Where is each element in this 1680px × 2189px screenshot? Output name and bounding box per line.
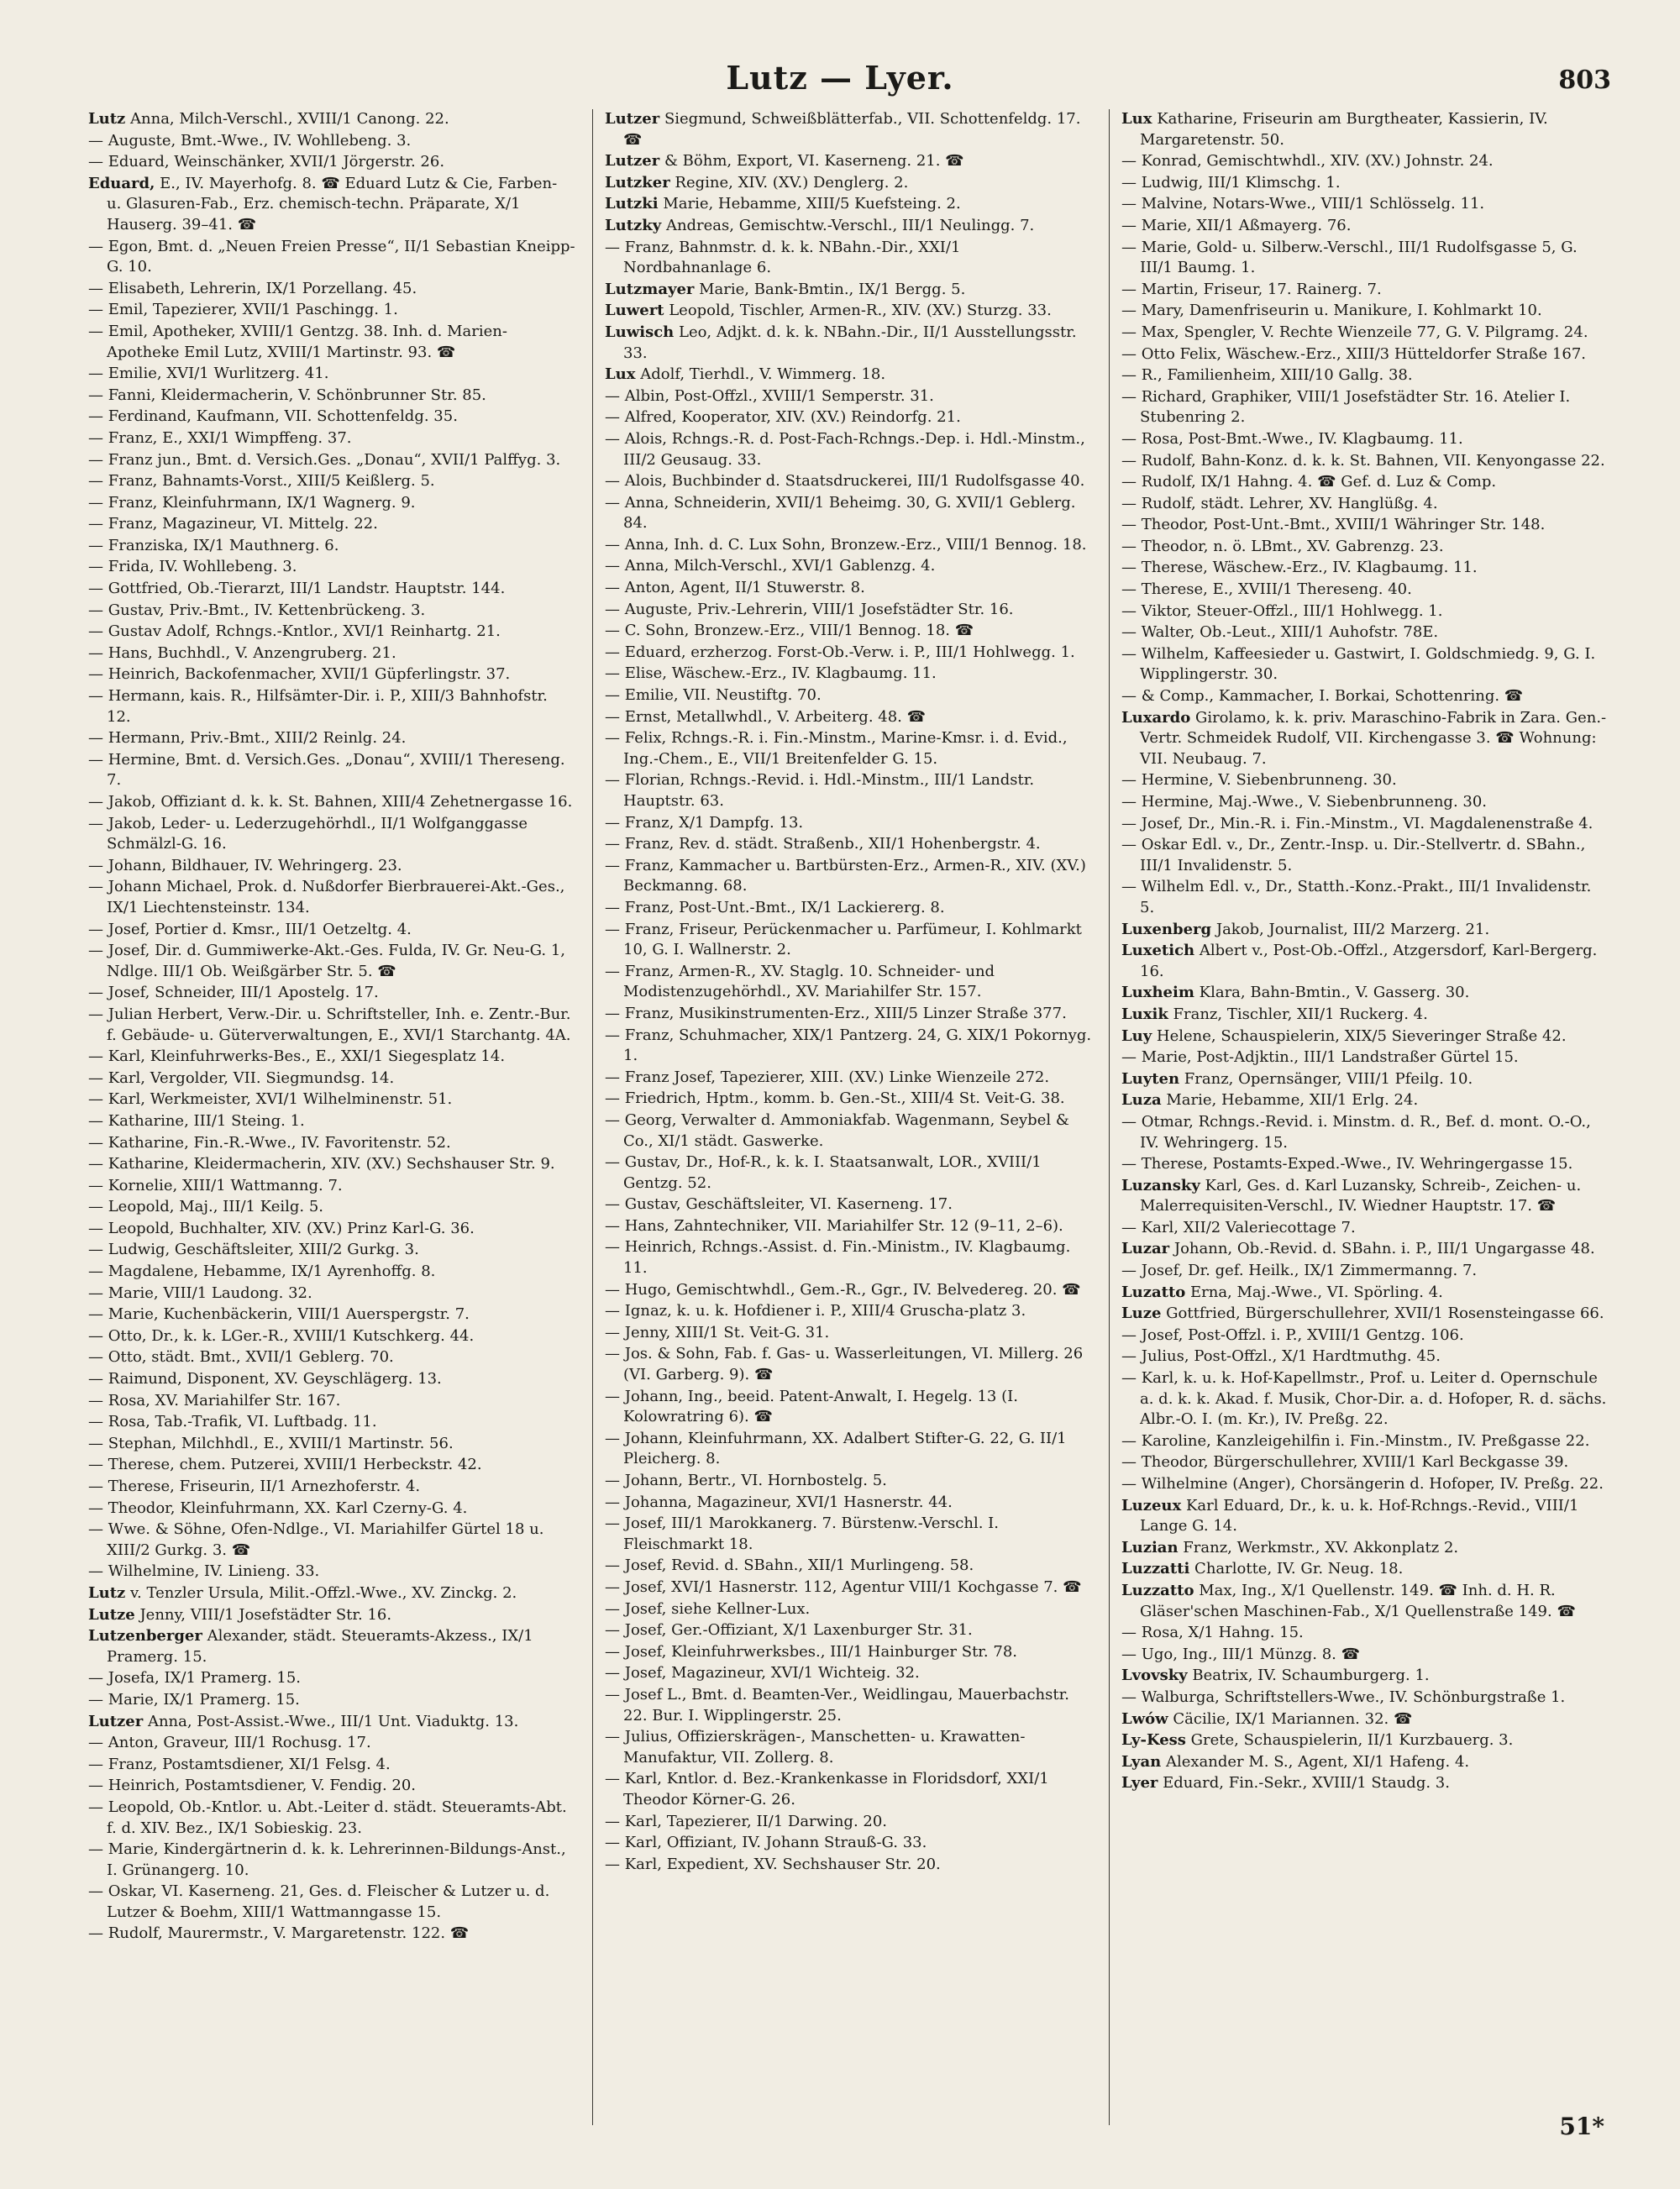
directory-entry: — Rudolf, städt. Lehrer, XV. Hanglüßg. 4.: [1121, 494, 1438, 512]
entry-surname: Luzatto: [1121, 1283, 1186, 1301]
directory-entry: — Therese, Friseurin, II/1 Arnezhoferstr. 4.: [88, 1478, 421, 1495]
directory-entry: Luwert Leopold, Tischler, Armen-R., XIV. (XV.) Sturzg. 33.: [605, 302, 1052, 320]
directory-entry: — Ludwig, Geschäftsleiter, XIII/2 Gurkg. 3.: [88, 1241, 419, 1259]
directory-entry: — Marie, Gold- u. Silberw.-Verschl., III/1 Rudolfsgasse 5, G. III/1 Baumg. 1.: [1121, 238, 1578, 277]
directory-entry: Lutz Anna, Milch-Verschl., XVIII/1 Canong. 22.: [88, 110, 449, 128]
entry-surname: Lux: [1121, 110, 1152, 128]
directory-entry: — Franz, Postamtsdiener, XI/1 Felsg. 4.: [88, 1755, 391, 1773]
directory-entry: Lyer Eduard, Fin.-Sekr., XVIII/1 Staudg. 3.: [1121, 1774, 1450, 1793]
entry-surname: Luzzatto: [1121, 1581, 1194, 1599]
directory-entry: Luwisch Leo, Adjkt. d. k. k. NBahn.-Dir., II/1 Ausstellungsstr. 33.: [605, 323, 1077, 362]
directory-entry: Luzzatto Max, Ing., X/1 Quellenstr. 149. ☎ Inh. d. H. R. Gläser'schen Maschinen-Fab., X/1 Quellenstraße 149. ☎: [1121, 1581, 1576, 1620]
directory-entry: Luy Helene, Schauspielerin, XIX/5 Sieveringer Straße 42.: [1121, 1026, 1567, 1045]
directory-entry: — Heinrich, Rchngs.-Assist. d. Fin.-Ministm., IV. Klagbaumg. 11.: [605, 1238, 1071, 1278]
directory-entry: — Kornelie, XIII/1 Wattmanng. 7.: [88, 1176, 343, 1194]
directory-entry: — Fanni, Kleidermacherin, V. Schönbrunner Str. 85.: [88, 386, 486, 404]
entry-surname: Luxetich: [1121, 942, 1195, 960]
directory-entry: — Johanna, Magazineur, XVI/1 Hasnerstr. 44.: [605, 1493, 953, 1511]
directory-entry: — Johann, Ing., beeid. Patent-Anwalt, I. Hegelg. 13 (I. Kolowratring 6). ☎: [605, 1387, 1018, 1426]
directory-entry: — Karl, Kleinfuhrwerks-Bes., E., XXI/1 Siegesplatz 14.: [88, 1047, 506, 1066]
entry-surname: Luzeux: [1121, 1496, 1182, 1514]
directory-entry: — Rudolf, Bahn-Konz. d. k. k. St. Bahnen, VII. Kenyongasse 22.: [1121, 451, 1605, 470]
directory-entry: — Emilie, VII. Neustiftg. 70.: [605, 686, 822, 705]
directory-column-1: [88, 109, 575, 2125]
column-divider: [592, 109, 593, 2125]
directory-entry: — Elisabeth, Lehrerin, IX/1 Porzellang. 45.: [88, 279, 417, 297]
directory-entry: — Gustav Adolf, Rchngs.-Kntlor., XVI/1 Reinhartg. 21.: [88, 622, 501, 641]
directory-entry: — Franz, X/1 Dampfg. 13.: [605, 813, 804, 832]
directory-entry: Luzeux Karl Eduard, Dr., k. u. k. Hof-Rchngs.-Revid., VIII/1 Lange G. 14.: [1121, 1496, 1579, 1535]
directory-entry: — Josef, Portier d. Kmsr., III/1 Oetzeltg. 4.: [88, 920, 412, 938]
directory-entry: — Alois, Buchbinder d. Staatsdruckerei, III/1 Rudolfsgasse 40.: [605, 472, 1085, 491]
directory-entry: Ly-Kess Grete, Schauspielerin, II/1 Kurzbauerg. 3.: [1121, 1731, 1514, 1750]
directory-entry: — Egon, Bmt. d. „Neuen Freien Presse“, II/1 Sebastian Kneipp-G. 10.: [88, 237, 575, 276]
directory-entry: — Auguste, Bmt.-Wwe., IV. Wohllebeng. 3.: [88, 131, 412, 150]
directory-entry: — Therese, E., XVIII/1 Thereseng. 40.: [1121, 580, 1412, 599]
entry-surname: Luzansky: [1121, 1176, 1200, 1194]
directory-entry: — Heinrich, Backofenmacher, XVII/1 Güpferlingstr. 37.: [88, 665, 511, 684]
directory-entry: — Karl, XII/2 Valeriecottage 7.: [1121, 1218, 1356, 1236]
directory-entry: — Karl, Vergolder, VII. Siegmundsg. 14.: [88, 1068, 395, 1087]
directory-entry: — Konrad, Gemischtwhdl., XIV. (XV.) Johnstr. 24.: [1121, 152, 1494, 171]
directory-entry: — Josef, Revid. d. SBahn., XII/1 Murlingeng. 58.: [605, 1556, 974, 1575]
directory-entry: — Gustav, Geschäftsleiter, VI. Kaserneng. 17.: [605, 1195, 953, 1214]
directory-entry: — Therese, Wäschew.-Erz., IV. Klagbaumg. 11.: [1121, 559, 1478, 577]
entry-surname: Luzian: [1121, 1538, 1179, 1556]
directory-entry: — Rudolf, IX/1 Hahng. 4. ☎ Gef. d. Luz & Comp.: [1121, 473, 1497, 491]
directory-entry: — Josef, Post-Offzl. i. P., XVIII/1 Gentzg. 106.: [1121, 1325, 1464, 1344]
directory-entry: — Franz, Kleinfuhrmann, IX/1 Wagnerg. 9.: [88, 493, 416, 512]
directory-entry: — Marie, IX/1 Pramerg. 15.: [88, 1690, 300, 1709]
entry-surname: Lvovsky: [1121, 1667, 1188, 1685]
directory-entry: Lutzmayer Marie, Bank-Bmtin., IX/1 Bergg. 5.: [605, 280, 966, 298]
directory-entry: — Anton, Graveur, III/1 Rochusg. 17.: [88, 1734, 371, 1752]
directory-entry: — Wilhelmine, IV. Linieng. 33.: [88, 1562, 320, 1581]
directory-entry: — Marie, Kuchenbäckerin, VIII/1 Auerspergstr. 7.: [88, 1305, 470, 1324]
directory-entry: — Karl, k. u. k. Hof-Kapellmstr., Prof. u. Leiter d. Opernschule a. d. k. k. Akad. f. Musik, Chor-Dir. a. d. Hofoper, R. d. sächs. Albr.-O. I. (m. Kr.), IV. Preßg. 22.: [1121, 1369, 1607, 1429]
directory-entry: Lutz v. Tenzler Ursula, Milit.-Offzl.-Wwe., XV. Zinckg. 2.: [88, 1583, 517, 1602]
directory-entry: — Franz, Bahnmstr. d. k. k. NBahn.-Dir., XXI/1 Nordbahnanlage 6.: [605, 238, 961, 277]
directory-entry: Luxetich Albert v., Post-Ob.-Offzl., Atzgersdorf, Karl-Bergerg. 16.: [1121, 942, 1598, 980]
directory-entry: Eduard, E., IV. Mayerhofg. 8. ☎ Eduard Lutz & Cie, Farben- u. Glasuren-Fab., Erz. chemisch-techn. Präparate, X/1 Hauserg. 39–41. ☎: [88, 174, 558, 234]
directory-entry: — Franz, Bahnamts-Vorst., XIII/5 Keißlerg. 5.: [88, 472, 435, 491]
directory-entry: — Elise, Wäschew.-Erz., IV. Klagbaumg. 11.: [605, 664, 937, 683]
directory-entry: — Martin, Friseur, 17. Rainerg. 7.: [1121, 280, 1382, 298]
directory-entry: — Stephan, Milchhdl., E., XVIII/1 Martinstr. 56.: [88, 1434, 454, 1452]
entry-surname: Lutzker: [605, 173, 670, 192]
directory-entry: — Josef, Magazineur, XVI/1 Wichteig. 32.: [605, 1664, 920, 1682]
directory-entry: — Rosa, XV. Mariahilfer Str. 167.: [88, 1391, 341, 1409]
directory-entry: — Franz, Post-Unt.-Bmt., IX/1 Lackiererg. 8.: [605, 898, 945, 916]
directory-entry: — & Comp., Kammacher, I. Borkai, Schottenring. ☎: [1121, 687, 1524, 706]
directory-entry: — Karl, Expedient, XV. Sechshauser Str. 20.: [605, 1855, 941, 1873]
directory-column-3: [1121, 109, 1609, 2125]
directory-entry: — Rosa, Post-Bmt.-Wwe., IV. Klagbaumg. 11.: [1121, 429, 1463, 448]
directory-entry: — Gustav, Dr., Hof-R., k. k. I. Staatsanwalt, LOR., XVIII/1 Gentzg. 52.: [605, 1153, 1042, 1192]
directory-entry: — Raimund, Disponent, XV. Geyschlägerg. 13.: [88, 1370, 442, 1388]
entry-surname: Lutzki: [605, 195, 659, 213]
entry-surname: Lutz: [88, 1583, 126, 1602]
directory-entry: Luza Marie, Hebamme, XII/1 Erlg. 24.: [1121, 1091, 1419, 1110]
directory-entry: Lux Adolf, Tierhdl., V. Wimmerg. 18.: [605, 365, 886, 384]
entry-surname: Lutzer: [88, 1712, 144, 1730]
directory-entry: — Oskar, VI. Kaserneng. 21, Ges. d. Fleischer & Lutzer u. d. Lutzer & Boehm, XIII/1 Wattmanngasse 15.: [88, 1882, 550, 1921]
signature-mark: 51*: [1559, 2113, 1604, 2140]
directory-entry: — Hugo, Gemischtwhdl., Gem.-R., Ggr., IV. Belvedereg. 20. ☎: [605, 1280, 1081, 1299]
directory-entry: — Wilhelmine (Anger), Chorsängerin d. Hofoper, IV. Preßg. 22.: [1121, 1475, 1604, 1493]
directory-entry: — Josefa, IX/1 Pramerg. 15.: [88, 1669, 302, 1688]
entry-surname: Luxenberg: [1121, 920, 1212, 938]
directory-entry: — Franz, Schuhmacher, XIX/1 Pantzerg. 24, G. XIX/1 Pokornyg. 1.: [605, 1026, 1092, 1065]
directory-entry: — Anton, Agent, II/1 Stuwerstr. 8.: [605, 579, 865, 597]
directory-entry: — Magdalene, Hebamme, IX/1 Ayrenhoffg. 8.: [88, 1262, 436, 1281]
directory-entry: — Hans, Buchhdl., V. Anzengruberg. 21.: [88, 643, 396, 662]
directory-entry: — Malvine, Notars-Wwe., VIII/1 Schlösselg. 11.: [1121, 195, 1485, 213]
directory-entry: — Johann, Bertr., VI. Hornbostelg. 5.: [605, 1472, 887, 1489]
directory-entry: — Florian, Rchngs.-Revid. i. Hdl.-Minstm., III/1 Landstr. Hauptstr. 63.: [605, 771, 1035, 810]
directory-entry: — Josef, siehe Kellner-Lux.: [605, 1599, 811, 1618]
directory-entry: — Alfred, Kooperator, XIV. (XV.) Reindorfg. 21.: [605, 408, 961, 427]
directory-entry: — Josef, Ger.-Offiziant, X/1 Laxenburger Str. 31.: [605, 1621, 973, 1640]
directory-entry: Lutzker Regine, XIV. (XV.) Denglerg. 2.: [605, 173, 909, 192]
directory-entry: Luxardo Girolamo, k. k. priv. Maraschino-Fabrik in Zara. Gen.-Vertr. Schmeidek Rudolf, VII. Kirchengasse 3. ☎ Wohnung: VII. Neubaug. 7.: [1121, 708, 1607, 768]
directory-entry: — Julius, Offizierskrägen-, Manschetten- u. Krawatten-Manufaktur, VII. Zollerg. 8.: [605, 1728, 1026, 1766]
directory-column-2: [605, 109, 1092, 2125]
directory-entry: — Ernst, Metallwhdl., V. Arbeiterg. 48. ☎: [605, 707, 927, 726]
directory-entry: — Oskar Edl. v., Dr., Zentr.-Insp. u. Dir.-Stellvertr. d. SBahn., III/1 Invalidenstr. 5.: [1121, 836, 1586, 874]
entry-surname: Luxardo: [1121, 708, 1191, 727]
directory-entry: — C. Sohn, Bronzew.-Erz., VIII/1 Bennog. 18. ☎: [605, 622, 974, 640]
entry-surname: Lyan: [1121, 1752, 1162, 1771]
directory-entry: — Karl, Offiziant, IV. Johann Strauß-G. 33.: [605, 1834, 927, 1852]
entry-surname: Lutzmayer: [605, 280, 695, 298]
directory-entry: — Therese, chem. Putzerei, XVIII/1 Herbeckstr. 42.: [88, 1456, 482, 1474]
entry-surname: Luy: [1121, 1026, 1152, 1045]
entry-surname: Luwisch: [605, 323, 675, 341]
directory-entry: — Ferdinand, Kaufmann, VII. Schottenfeldg. 35.: [88, 407, 458, 426]
directory-entry: — Otto, städt. Bmt., XVII/1 Geblerg. 70.: [88, 1348, 394, 1367]
directory-entry: Lux Katharine, Friseurin am Burgtheater, Kassierin, IV. Margaretenstr. 50.: [1121, 110, 1548, 149]
entry-surname: Lux: [605, 365, 636, 384]
directory-entry: Lutzenberger Alexander, städt. Steueramts-Akzess., IX/1 Pramerg. 15.: [88, 1627, 533, 1666]
directory-entry: — R., Familienheim, XIII/10 Gallg. 38.: [1121, 366, 1413, 385]
entry-surname: Luxheim: [1121, 984, 1194, 1002]
directory-entry: — Marie, XII/1 Aßmayerg. 76.: [1121, 216, 1352, 234]
directory-entry: — Karl, Tapezierer, II/1 Darwing. 20.: [605, 1812, 888, 1830]
directory-entry: — Wwe. & Söhne, Ofen-Ndlge., VI. Mariahilfer Gürtel 18 u. XIII/2 Gurkg. 3. ☎: [88, 1520, 544, 1559]
entry-surname: Lutzenberger: [88, 1627, 202, 1646]
directory-entry: — Franz, E., XXI/1 Wimpffeng. 37.: [88, 428, 352, 447]
entry-surname: Lutzer: [605, 110, 660, 128]
entry-surname: Lwów: [1121, 1709, 1168, 1728]
directory-entry: — Leopold, Ob.-Kntlor. u. Abt.-Leiter d. städt. Steueramts-Abt. f. d. XIV. Bez., IX/1 Sobieskig. 23.: [88, 1798, 567, 1837]
directory-entry: — Hermine, V. Siebenbrunneng. 30.: [1121, 771, 1397, 790]
entry-surname: Lutz: [88, 110, 126, 128]
directory-entry: Luxenberg Jakob, Journalist, III/2 Marzerg. 21.: [1121, 920, 1490, 938]
directory-entry: Luzar Johann, Ob.-Revid. d. SBahn. i. P., III/1 Ungargasse 48.: [1121, 1240, 1595, 1258]
directory-entry: — Josef, Dr. gef. Heilk., IX/1 Zimmermanng. 7.: [1121, 1262, 1478, 1280]
directory-entry: — Franz, Magazineur, VI. Mittelg. 22.: [88, 515, 378, 533]
directory-entry: — Jos. & Sohn, Fab. f. Gas- u. Wasserleitungen, VI. Millerg. 26 (VI. Garberg. 9). ☎: [605, 1345, 1084, 1384]
directory-entry: — Johann, Bildhauer, IV. Wehringerg. 23.: [88, 856, 402, 874]
directory-entry: — Theodor, Post-Unt.-Bmt., XVIII/1 Währinger Str. 148.: [1121, 516, 1546, 534]
directory-entry: — Rosa, Tab.-Trafik, VI. Luftbadg. 11.: [88, 1413, 377, 1431]
directory-entry: — Auguste, Priv.-Lehrerin, VIII/1 Josefstädter Str. 16.: [605, 600, 1014, 618]
directory-entry: — Jenny, XIII/1 St. Veit-G. 31.: [605, 1323, 830, 1341]
directory-entry: — Karl, Werkmeister, XVI/1 Wilhelminenstr. 51.: [88, 1090, 453, 1109]
directory-entry: — Katharine, Fin.-R.-Wwe., IV. Favoritenstr. 52.: [88, 1133, 451, 1152]
directory-entry: — Anna, Milch-Verschl., XVI/1 Gablenzg. 4.: [605, 557, 936, 575]
directory-columns: [88, 109, 1609, 2125]
directory-entry: Luzian Franz, Werkmstr., XV. Akkonplatz 2.: [1121, 1538, 1459, 1556]
entry-surname: Luwert: [605, 302, 664, 320]
directory-entry: Lutzer Siegmund, Schweißblätterfab., VII. Schottenfeldg. 17. ☎: [605, 110, 1081, 149]
directory-entry: — Leopold, Buchhalter, XIV. (XV.) Prinz Karl-G. 36.: [88, 1219, 475, 1237]
directory-entry: — Heinrich, Postamtsdiener, V. Fendig. 20.: [88, 1777, 417, 1795]
directory-entry: Lutzer Anna, Post-Assist.-Wwe., III/1 Unt. Viaduktg. 13.: [88, 1712, 519, 1730]
directory-entry: — Ugo, Ing., III/1 Münzg. 8. ☎: [1121, 1645, 1361, 1663]
directory-entry: Luyten Franz, Opernsänger, VIII/1 Pfeilg. 10.: [1121, 1069, 1473, 1088]
directory-entry: Lutzky Andreas, Gemischtw.-Verschl., III/1 Neulingg. 7.: [605, 216, 1035, 234]
directory-entry: — Leopold, Maj., III/1 Keilg. 5.: [88, 1198, 323, 1216]
directory-entry: Lwów Cäcilie, IX/1 Mariannen. 32. ☎: [1121, 1709, 1413, 1728]
directory-entry: Lvovsky Beatrix, IV. Schaumburgerg. 1.: [1121, 1667, 1430, 1685]
directory-entry: — Katharine, Kleidermacherin, XIV. (XV.) Sechshauser Str. 9.: [88, 1155, 555, 1173]
directory-entry: — Rudolf, Maurermstr., V. Margaretenstr. 122. ☎: [88, 1924, 470, 1943]
entry-surname: Eduard,: [88, 174, 155, 192]
directory-entry: — Josef, Dir. d. Gummiwerke-Akt.-Ges. Fulda, IV. Gr. Neu-G. 1, Ndlge. III/1 Ob. Weißgärber Str. 5. ☎: [88, 942, 566, 980]
directory-entry: — Josef, Kleinfuhrwerksbes., III/1 Hainburger Str. 78.: [605, 1642, 1018, 1661]
directory-entry: — Emil, Apotheker, XVIII/1 Gentzg. 38. Inh. d. Marien-Apotheke Emil Lutz, XVIII/1 Martinstr. 93. ☎: [88, 322, 507, 361]
entry-surname: Luzzatti: [1121, 1560, 1190, 1578]
directory-entry: — Julian Herbert, Verw.-Dir. u. Schriftsteller, Inh. e. Zentr.-Bur. f. Gebäude- u. Güterverwaltungen, E., XVI/1 Starchantg. 4A.: [88, 1005, 571, 1044]
entry-surname: Luzar: [1121, 1240, 1170, 1258]
directory-entry: — Max, Spengler, V. Rechte Wienzeile 77, G. V. Pilgramg. 24.: [1121, 323, 1588, 341]
directory-entry: — Rosa, X/1 Hahng. 15.: [1121, 1624, 1304, 1642]
directory-entry: — Franz, Kammacher u. Bartbürsten-Erz., Armen-R., XIV. (XV.) Beckmanng. 68.: [605, 856, 1086, 895]
directory-entry: — Emil, Tapezierer, XVII/1 Paschingg. 1.: [88, 301, 398, 319]
directory-entry: — Hans, Zahntechniker, VII. Mariahilfer Str. 12 (9–11, 2–6).: [605, 1216, 1063, 1235]
directory-entry: — Ignaz, k. u. k. Hofdiener i. P., XIII/4 Gruscha-platz 3.: [605, 1302, 1026, 1320]
directory-entry: — Eduard, Weinschänker, XVII/1 Jörgerstr. 26.: [88, 153, 445, 171]
directory-entry: — Eduard, erzherzog. Forst-Ob.-Verw. i. P., III/1 Hohlwegg. 1.: [605, 643, 1075, 661]
directory-entry: — Emilie, XVI/1 Wurlitzerg. 41.: [88, 365, 329, 383]
page-header-title: Lutz — Lyer.: [726, 59, 954, 97]
directory-entry: — Karoline, Kanzleigehilfin i. Fin.-Minstm., IV. Preßgasse 22.: [1121, 1431, 1590, 1450]
entry-surname: Lutze: [88, 1605, 135, 1624]
directory-entry: — Franz, Musikinstrumenten-Erz., XIII/5 Linzer Straße 377.: [605, 1004, 1067, 1022]
directory-entry: — Gottfried, Ob.-Tierarzt, III/1 Landstr. Hauptstr. 144.: [88, 580, 506, 598]
directory-entry: — Albin, Post-Offzl., XVIII/1 Semperstr. 31.: [605, 386, 934, 405]
directory-entry: — Josef, Schneider, III/1 Apostelg. 17.: [88, 984, 379, 1002]
directory-entry: Luxheim Klara, Bahn-Bmtin., V. Gasserg. 30.: [1121, 984, 1470, 1002]
directory-entry: — Josef, XVI/1 Hasnerstr. 112, Agentur VIII/1 Kochgasse 7. ☎: [605, 1577, 1082, 1596]
directory-entry: Lutzer & Böhm, Export, VI. Kaserneng. 21. ☎: [605, 152, 964, 171]
directory-entry: — Viktor, Steuer-Offzl., III/1 Hohlwegg. 1.: [1121, 601, 1443, 620]
directory-entry: — Ludwig, III/1 Klimschg. 1.: [1121, 173, 1341, 192]
directory-entry: Lutzki Marie, Hebamme, XIII/5 Kuefsteing. 2.: [605, 195, 961, 213]
directory-entry: — Josef, Dr., Min.-R. i. Fin.-Minstm., VI. Magdalenenstraße 4.: [1121, 814, 1593, 832]
directory-entry: — Johann Michael, Prok. d. Nußdorfer Bierbrauerei-Akt.-Ges., IX/1 Liechtensteinstr. 134.: [88, 878, 565, 916]
directory-entry: — Wilhelm, Kaffeesieder u. Gastwirt, I. Goldschmiedg. 9, G. I. Wipplingerstr. 30.: [1121, 644, 1596, 684]
directory-entry: — Marie, Kindergärtnerin d. k. k. Lehrerinnen-Bildungs-Anst., I. Grünangerg. 10.: [88, 1840, 566, 1879]
directory-entry: — Anna, Schneiderin, XVII/1 Beheimg. 30, G. XVII/1 Geblerg. 84.: [605, 493, 1076, 533]
directory-entry: — Friedrich, Hptm., komm. b. Gen.-St., XIII/4 St. Veit-G. 38.: [605, 1089, 1065, 1108]
directory-entry: — Josef L., Bmt. d. Beamten-Ver., Weidlingau, Mauerbachstr. 22. Bur. I. Wipplingerstr. 25.: [605, 1685, 1069, 1724]
directory-entry: — Jakob, Offiziant d. k. k. St. Bahnen, XIII/4 Zehetnergasse 16.: [88, 793, 573, 811]
directory-entry: — Katharine, III/1 Steing. 1.: [88, 1111, 305, 1130]
directory-entry: — Franz, Armen-R., XV. Staglg. 10. Schneider- und Modistenzugehörhdl., XV. Mariahilfer Str. 157.: [605, 962, 995, 1001]
entry-surname: Luyten: [1121, 1069, 1180, 1088]
entry-surname: Luza: [1121, 1091, 1162, 1110]
directory-entry: Luzzatti Charlotte, IV. Gr. Neug. 18.: [1121, 1560, 1404, 1578]
directory-entry: — Richard, Graphiker, VIII/1 Josefstädter Str. 16. Atelier I. Stubenring 2.: [1121, 387, 1571, 427]
entry-surname: Ly-Kess: [1121, 1731, 1186, 1750]
directory-entry: — Walter, Ob.-Leut., XIII/1 Auhofstr. 78E.: [1121, 623, 1439, 642]
directory-entry: — Frida, IV. Wohllebeng. 3.: [88, 558, 297, 576]
entry-surname: Luze: [1121, 1304, 1162, 1323]
directory-entry: — Hermine, Bmt. d. Versich.Ges. „Donau“, XVIII/1 Thereseng. 7.: [88, 750, 565, 790]
directory-entry: — Theodor, Bürgerschullehrer, XVIII/1 Karl Beckgasse 39.: [1121, 1453, 1569, 1472]
directory-entry: — Franz, Friseur, Perückenmacher u. Parfümeur, I. Kohlmarkt 10, G. I. Wallnerstr. 2.: [605, 920, 1082, 959]
directory-entry: — Otmar, Rchngs.-Revid. i. Minstm. d. R., Bef. d. mont. O.-O., IV. Wehringerg. 15.: [1121, 1112, 1591, 1152]
directory-entry: — Hermine, Maj.-Wwe., V. Siebenbrunneng. 30.: [1121, 793, 1488, 811]
directory-entry: — Marie, Post-Adjktin., III/1 Landstraßer Gürtel 15.: [1121, 1048, 1519, 1067]
entry-surname: Lutzky: [605, 216, 662, 234]
directory-entry: — Theodor, n. ö. LBmt., XV. Gabrenzg. 23.: [1121, 537, 1444, 555]
directory-entry: — Therese, Postamts-Exped.-Wwe., IV. Wehringergasse 15.: [1121, 1155, 1573, 1173]
directory-entry: — Otto, Dr., k. k. LGer.-R., XVIII/1 Kutschkerg. 44.: [88, 1326, 475, 1345]
directory-entry: — Franziska, IX/1 Mauthnerg. 6.: [88, 536, 339, 554]
entry-surname: Lyer: [1121, 1774, 1158, 1793]
directory-entry: Lutze Jenny, VIII/1 Josefstädter Str. 16.: [88, 1605, 392, 1624]
directory-entry: — Walburga, Schriftstellers-Wwe., IV. Schönburgstraße 1.: [1121, 1688, 1566, 1706]
entry-surname: Luxik: [1121, 1005, 1168, 1023]
directory-entry: — Wilhelm Edl. v., Dr., Statth.-Konz.-Prakt., III/1 Invalidenstr. 5.: [1121, 878, 1592, 916]
directory-entry: — Gustav, Priv.-Bmt., IV. Kettenbrückeng. 3.: [88, 601, 426, 619]
directory-entry: Lyan Alexander M. S., Agent, XI/1 Hafeng. 4.: [1121, 1752, 1470, 1771]
directory-entry: — Karl, Kntlor. d. Bez.-Krankenkasse in Floridsdorf, XXI/1 Theodor Körner-G. 26.: [605, 1770, 1049, 1808]
directory-entry: — Anna, Inh. d. C. Lux Sohn, Bronzew.-Erz., VIII/1 Bennog. 18.: [605, 535, 1087, 554]
directory-entry: — Franz Josef, Tapezierer, XIII. (XV.) Linke Wienzeile 272.: [605, 1068, 1050, 1086]
directory-entry: — Felix, Rchngs.-R. i. Fin.-Minstm., Marine-Kmsr. i. d. Evid., Ing.-Chem., E., VII/1 Breitenfelder G. 15.: [605, 729, 1068, 768]
directory-entry: — Alois, Rchngs.-R. d. Post-Fach-Rchngs.-Dep. i. Hdl.-Minstm., III/2 Geusaug. 33.: [605, 429, 1085, 469]
directory-entry: Luzatto Erna, Maj.-Wwe., VI. Spörling. 4.: [1121, 1283, 1443, 1301]
column-divider: [1109, 109, 1110, 2125]
directory-entry: — Johann, Kleinfuhrmann, XX. Adalbert Stifter-G. 22, G. II/1 Pleicherg. 8.: [605, 1429, 1067, 1468]
directory-entry: — Hermann, kais. R., Hilfsämter-Dir. i. P., XIII/3 Bahnhofstr. 12.: [88, 687, 548, 726]
directory-entry: — Franz, Rev. d. städt. Straßenb., XII/1 Hohenbergstr. 4.: [605, 835, 1041, 853]
directory-entry: — Georg, Verwalter d. Ammoniakfab. Wagenmann, Seybel & Co., XI/1 städt. Gaswerke.: [605, 1110, 1069, 1150]
directory-entry: — Josef, III/1 Marokkanerg. 7. Bürstenw.-Verschl. I. Fleischmarkt 18.: [605, 1514, 1000, 1553]
entry-surname: Lutzer: [605, 152, 660, 171]
directory-entry: Luze Gottfried, Bürgerschullehrer, XVII/1 Rosensteingasse 66.: [1121, 1304, 1604, 1323]
directory-entry: Luxik Franz, Tischler, XII/1 Ruckerg. 4.: [1121, 1005, 1428, 1023]
directory-entry: — Mary, Damenfriseurin u. Manikure, I. Kohlmarkt 10.: [1121, 302, 1542, 320]
directory-entry: Luzansky Karl, Ges. d. Karl Luzansky, Schreib-, Zeichen- u. Malerrequisiten-Verschl., IV. Wiedner Hauptstr. 17. ☎: [1121, 1176, 1582, 1215]
directory-entry: — Jakob, Leder- u. Lederzugehörhdl., II/1 Wolfganggasse Schmälzl-G. 16.: [88, 814, 528, 853]
directory-entry: — Theodor, Kleinfuhrmann, XX. Karl Czerny-G. 4.: [88, 1499, 468, 1517]
directory-entry: — Otto Felix, Wäschew.-Erz., XIII/3 Hütteldorfer Straße 167.: [1121, 344, 1586, 363]
directory-entry: — Franz jun., Bmt. d. Versich.Ges. „Donau“, XVII/1 Palffyg. 3.: [88, 450, 561, 469]
page-number: 803: [1558, 66, 1611, 95]
directory-entry: — Julius, Post-Offzl., X/1 Hardtmuthg. 45.: [1121, 1347, 1441, 1366]
directory-entry: — Marie, VIII/1 Laudong. 32.: [88, 1283, 312, 1302]
directory-entry: — Hermann, Priv.-Bmt., XIII/2 Reinlg. 24.: [88, 729, 407, 748]
